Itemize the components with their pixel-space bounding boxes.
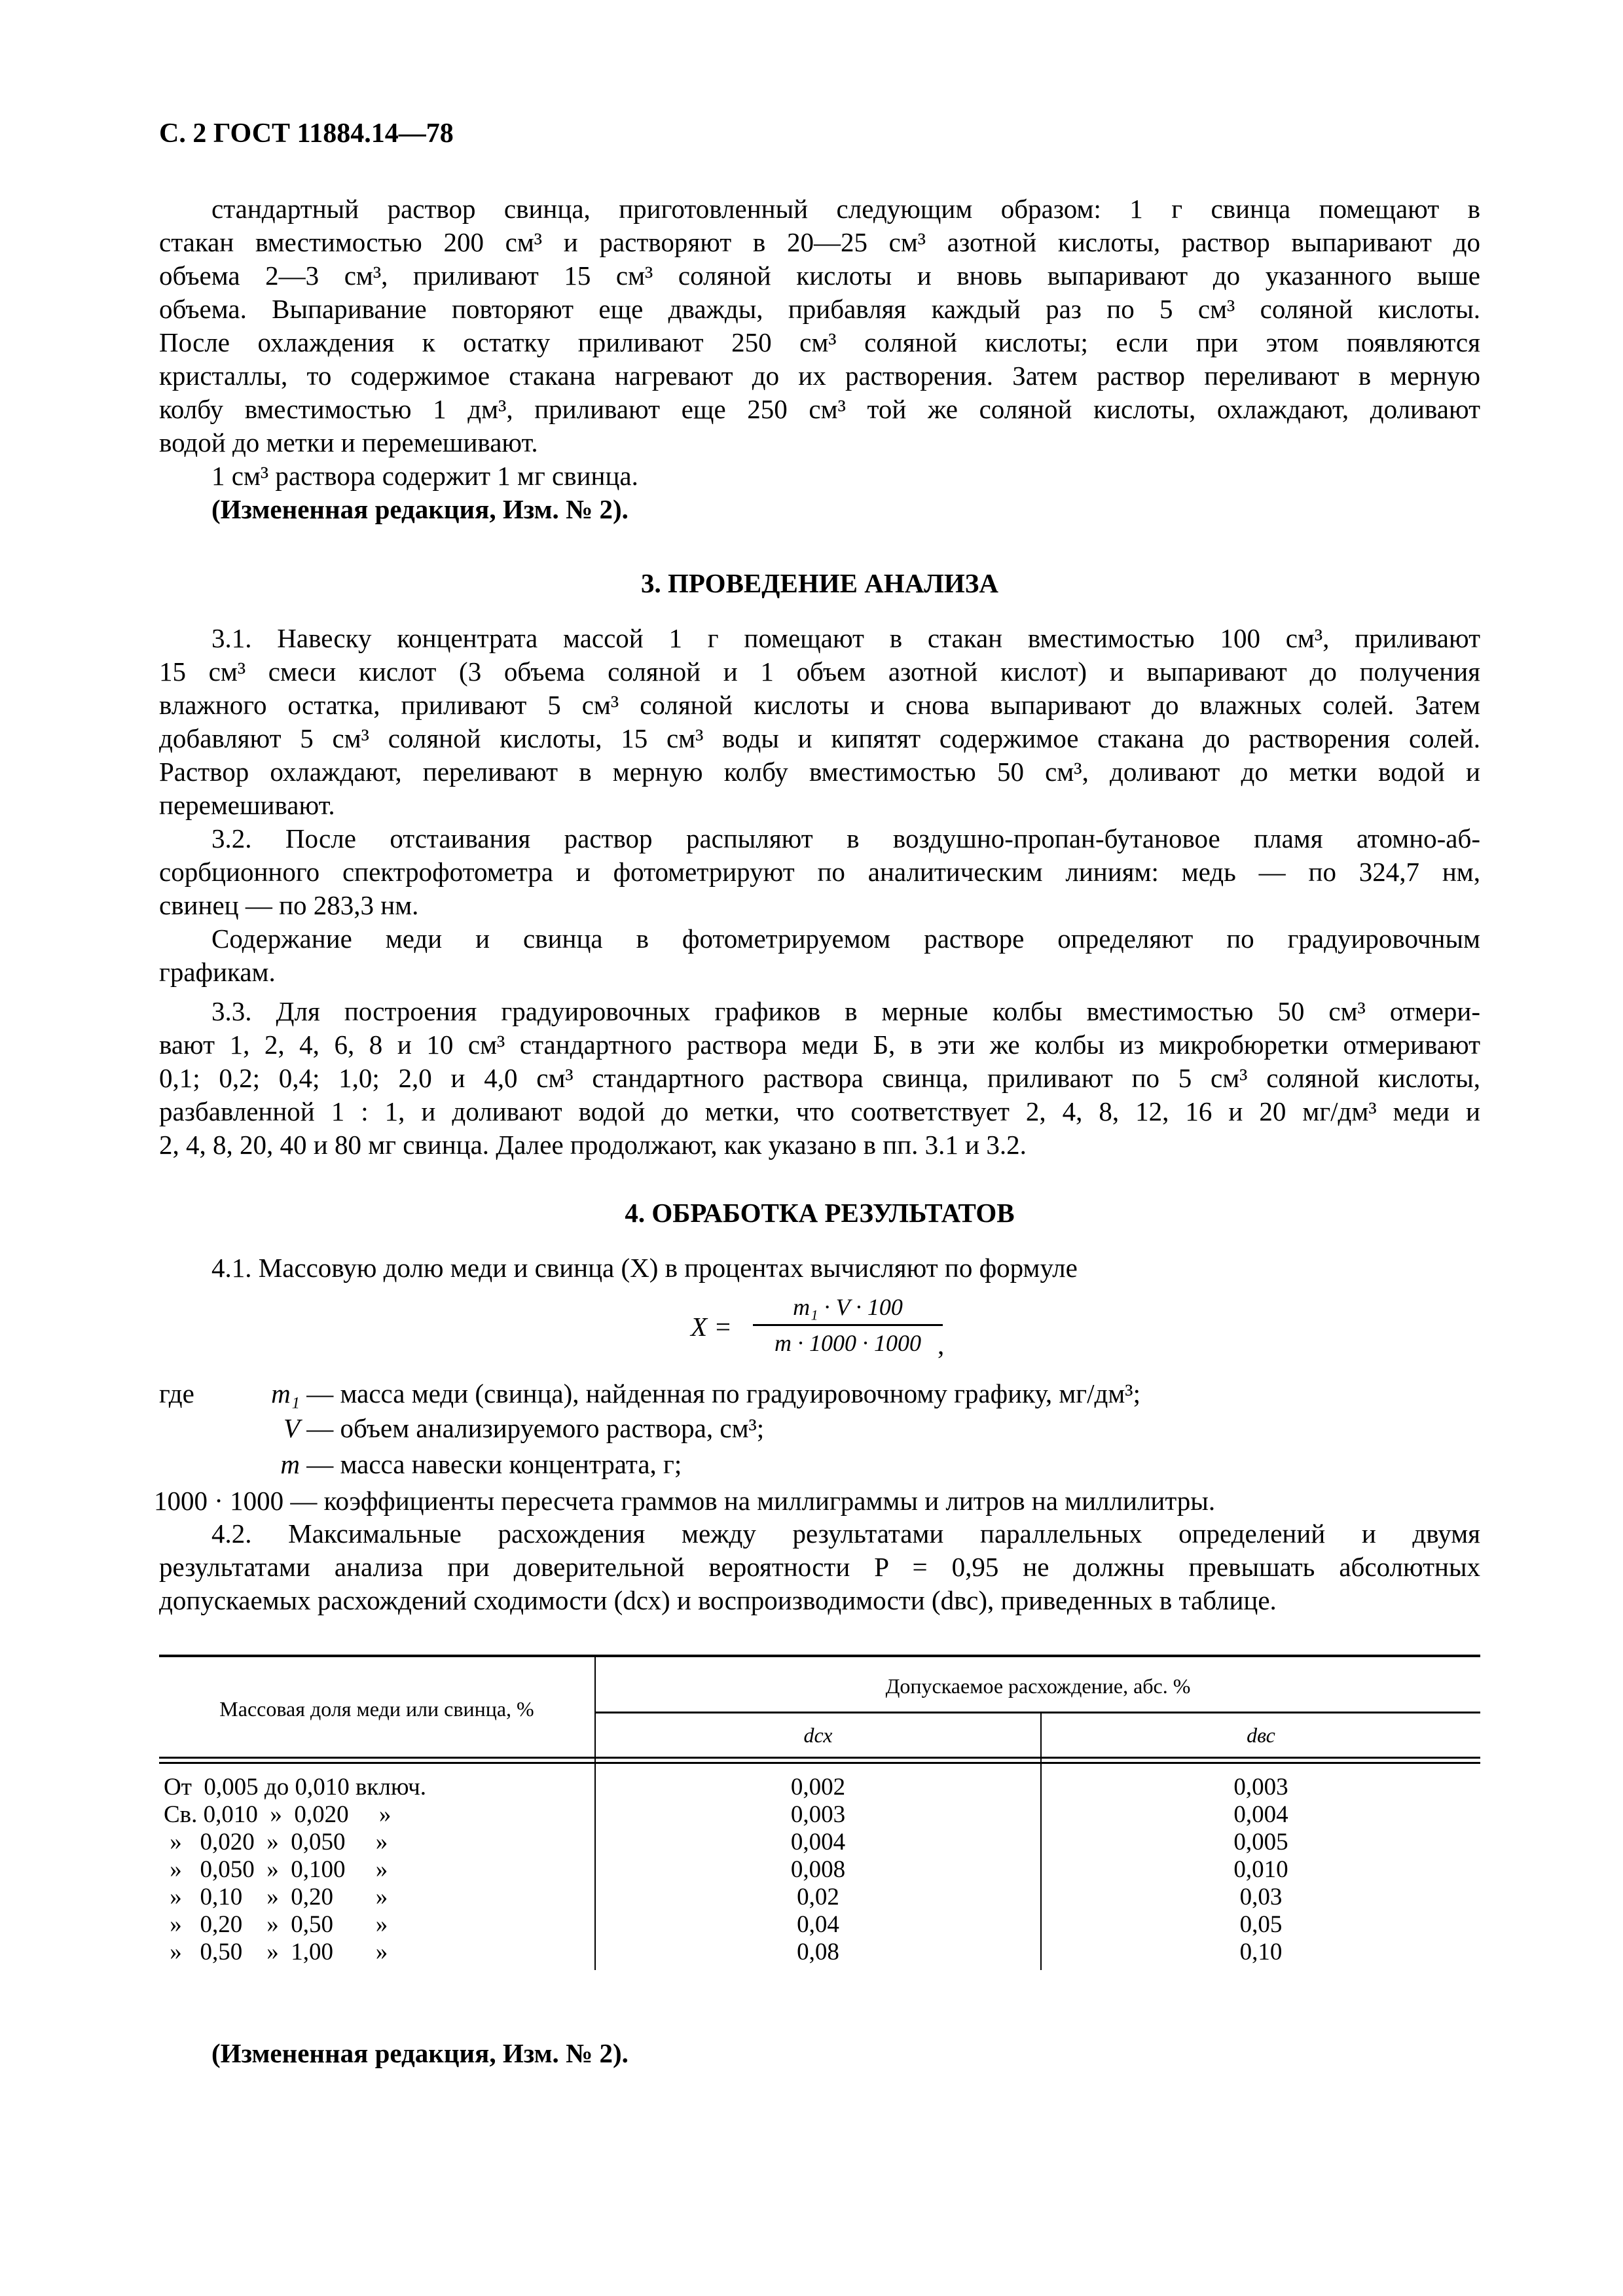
column-header-dcx: dсх: [803, 1723, 833, 1747]
cell-mass-fraction: » 0,10 » 0,20 »: [164, 1884, 388, 1910]
cell-dbc: 0,10: [1239, 1939, 1283, 1965]
text-line: объема 2—3 см³, приливают 15 см³ соляной кислоты и вновь выпаривают до указанного выше: [159, 260, 1480, 291]
cell-dcx: 0,002: [790, 1774, 846, 1801]
cell-dbc: 0,004: [1233, 1801, 1288, 1828]
text-line: Раствор охлаждают, переливают в мерную колбу вместимостью 50 см³, доливают до метки водой и: [159, 757, 1480, 787]
text-line: 2, 4, 8, 20, 40 и 80 мг свинца. Далее продолжают, как указано в пп. 3.1 и 3.2.: [159, 1130, 1027, 1160]
term-definition: — коэффициенты пересчета граммов на миллиграммы и литров на миллилитры.: [290, 1486, 1216, 1516]
term: V: [283, 1413, 300, 1443]
cell-dbc: 0,010: [1233, 1856, 1288, 1883]
clause-3-1: [159, 622, 1480, 822]
text-line: Содержание меди и свинца в фотометрируемом растворе определяют по градуировочным: [211, 924, 1480, 954]
text-line: 15 см³ смеси кислот (3 объема соляной и 1 объем азотной кислот) и выпаривают до получения: [159, 656, 1480, 687]
term-definition: — масса навески концентрата, г;: [306, 1449, 682, 1479]
table-header-double-rule: [159, 1762, 1480, 1764]
text-line: перемешивают.: [159, 790, 335, 820]
text-line: 3.2. После отстаивания раствор распыляют в воздушно-пропан-бутановое пламя атомно-аб-: [211, 823, 1480, 853]
paragraph-concentration: [159, 459, 1480, 493]
text-line: 1 см³ раствора содержит 1 мг свинца.: [211, 461, 638, 491]
text-line: стандартный раствор свинца, приготовленный следующим образом: 1 г свинца помещают в: [211, 194, 1480, 224]
cell-dcx: 0,004: [790, 1829, 846, 1856]
clause-4-1: [159, 1251, 1480, 1285]
cell-dbc: 0,005: [1233, 1829, 1288, 1856]
text-line: кристаллы, то содержимое стакана нагревают до их растворения. Затем раствор переливают в мерную: [159, 361, 1480, 391]
term: m: [280, 1449, 300, 1479]
text-line: После охлаждения к остатку приливают 250 см³ соляной кислоты; если при этом появляются: [159, 327, 1480, 357]
text-line: 4.1. Массовую долю меди и свинца (X) в процентах вычисляют по формуле: [211, 1253, 1078, 1283]
text-line: 3.3. Для построения градуировочных графиков в мерные колбы вместимостью 50 см³ отмери-: [211, 996, 1480, 1026]
text-line: результатами анализа при доверительной вероятности P = 0,95 не должны превышать абсолютных: [159, 1552, 1480, 1582]
text-line: добавляют 5 см³ соляной кислоты, 15 см³ воды и кипятят содержимое стакана до растворения солей.: [159, 723, 1480, 753]
text-line: свинец — по 283,3 нм.: [159, 890, 419, 920]
clause-4-2: [159, 1517, 1480, 1617]
text-line: объема. Выпаривание повторяют еще дважды, прибавляя каждый раз по 5 см³ соляной кислоты.: [159, 294, 1480, 324]
column-group-header-tolerance: Допускаемое расхождение, абс. %: [885, 1674, 1191, 1698]
text-line: 0,1; 0,2; 0,4; 1,0; 2,0 и 4,0 см³ стандартного раствора свинца, приливают по 5 см³ соляной кислоты,: [159, 1063, 1480, 1093]
text-line: (Измененная редакция, Изм. № 2).: [211, 494, 629, 524]
text-line: допускаемых расхождений сходимости (dсх) и воспроизводимости (dвс), приведенных в таблице.: [159, 1585, 1277, 1615]
cell-dcx: 0,08: [797, 1939, 839, 1965]
clause-3-2: [159, 822, 1480, 922]
text-line: сорбционного спектрофотометра и фотометрируют по аналитическим линиям: медь — по 324,7 нм,: [159, 857, 1480, 887]
paragraph-determination: [159, 922, 1480, 989]
formula-denominator: m · 1000 · 1000: [775, 1330, 921, 1356]
text-line: 3.1. Навеску концентрата массой 1 г помещают в стакан вместимостью 100 см³, приливают: [211, 623, 1480, 653]
column-header-dbc: dвс: [1247, 1723, 1275, 1747]
cell-mass-fraction: От 0,005 до 0,010 включ.: [164, 1774, 426, 1801]
amendment-note-end: [159, 2037, 1480, 2070]
section-4-heading: 4. ОБРАБОТКА РЕЗУЛЬТАТОВ: [625, 1198, 1015, 1228]
paragraph-lead-standard-solution: [159, 192, 1480, 459]
cell-dbc: 0,003: [1233, 1774, 1288, 1801]
page-header: С. 2 ГОСТ 11884.14—78: [159, 118, 454, 149]
term-definition: — объем анализируемого раствора, см³;: [306, 1413, 765, 1443]
text-line: водой до метки и перемешивают.: [159, 427, 538, 457]
cell-dbc: 0,05: [1239, 1911, 1283, 1938]
text-line: разбавленной 1 : 1, и доливают водой до метки, что соответствует 2, 4, 8, 12, 16 и 20 мг/дм³ меди и: [159, 1096, 1480, 1126]
cell-dbc: 0,03: [1239, 1884, 1283, 1910]
term: m₁: [271, 1378, 300, 1408]
text-line: вают 1, 2, 4, 6, 8 и 10 см³ стандартного раствора меди Б, в эти же колбы из микробюретки отмеривают: [159, 1030, 1480, 1060]
text-line: 4.2. Максимальные расхождения между результатами параллельных определений и двумя: [211, 1518, 1480, 1549]
text-line: стакан вместимостью 200 см³ и растворяют в 20—25 см³ азотной кислоты, раствор выпаривают до: [159, 227, 1480, 257]
formula-numerator: m₁ · V · 100: [793, 1294, 903, 1320]
cell-dcx: 0,04: [797, 1911, 839, 1938]
column-header-mass-fraction: Массовая доля меди или свинца, %: [219, 1697, 534, 1721]
cell-dcx: 0,02: [797, 1884, 839, 1910]
text-line: (Измененная редакция, Изм. № 2).: [211, 2038, 629, 2068]
cell-mass-fraction: » 0,020 » 0,050 »: [164, 1829, 388, 1856]
fraction-bar: [753, 1324, 943, 1326]
table-header-double-rule: [159, 1757, 1480, 1759]
table-top-rule: [159, 1655, 1480, 1657]
term-definition: — масса меди (свинца), найденная по градуировочному графику, мг/дм³;: [306, 1378, 1140, 1408]
cell-mass-fraction: » 0,50 » 1,00 »: [164, 1939, 388, 1965]
cell-mass-fraction: » 0,050 » 0,100 »: [164, 1856, 388, 1883]
where-label: где: [159, 1378, 194, 1408]
cell-mass-fraction: » 0,20 » 0,50 »: [164, 1911, 388, 1938]
amendment-note: [159, 493, 1480, 526]
section-3-heading: 3. ПРОВЕДЕНИЕ АНАЛИЗА: [640, 568, 998, 598]
table-header-rule: [594, 1712, 1480, 1713]
text-line: графикам.: [159, 957, 276, 987]
cell-dcx: 0,008: [790, 1856, 846, 1883]
text-line: влажного остатка, приливают 5 см³ соляной кислоты и снова выпаривают до влажных солей. Затем: [159, 690, 1480, 720]
cell-dcx: 0,003: [790, 1801, 846, 1828]
formula-fraction: [753, 1293, 943, 1357]
text-line: колбу вместимостью 1 дм³, приливают еще 250 см³ той же соляной кислоты, охлаждают, доливают: [159, 394, 1480, 424]
clause-3-3: [159, 995, 1480, 1162]
formula-lhs: X =: [691, 1312, 732, 1342]
formula-comma: ,: [938, 1330, 945, 1360]
term: 1000 · 1000: [154, 1486, 284, 1516]
cell-mass-fraction: Св. 0,010 » 0,020 »: [164, 1801, 392, 1828]
